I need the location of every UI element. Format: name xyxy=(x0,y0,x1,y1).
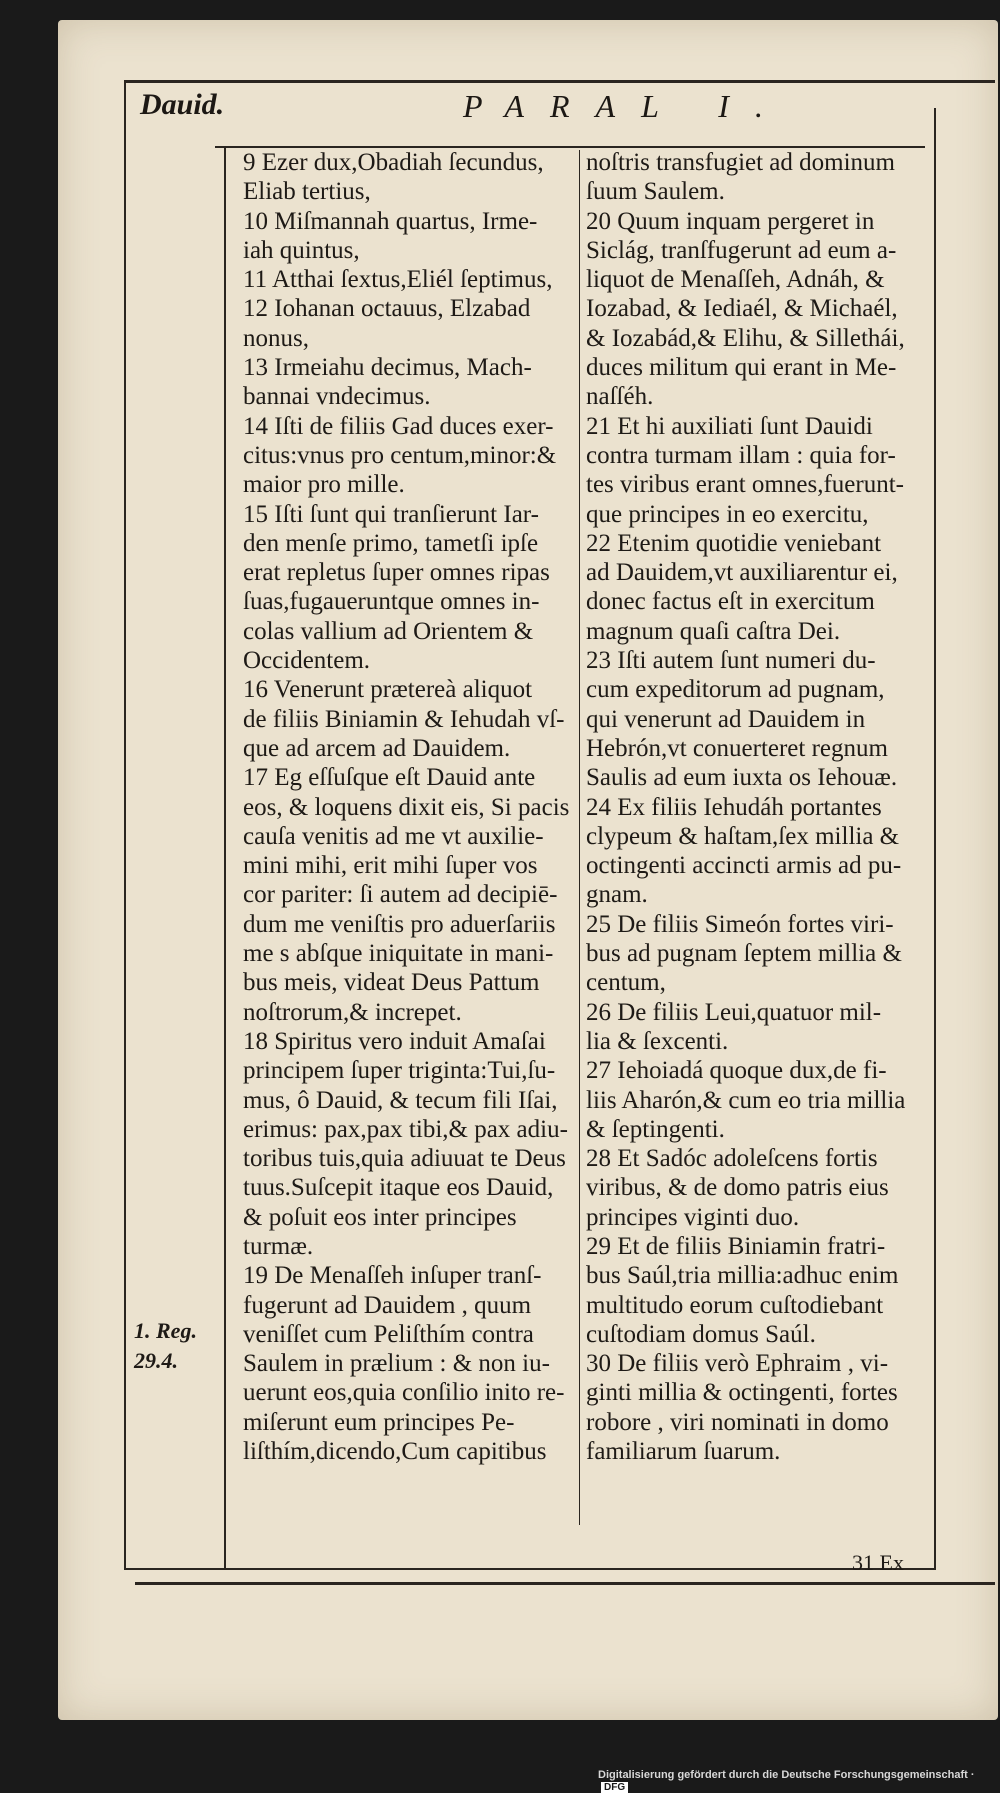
text-line: miſerunt eum principes Pe- xyxy=(243,1408,515,1436)
text-line: multitudo eorum cuſtodiebant xyxy=(586,1291,884,1319)
text-line: naſſéh. xyxy=(586,383,654,411)
text-line: principes viginti duo. xyxy=(586,1203,800,1231)
text-line: 25 De filiis Simeón fortes viri- xyxy=(586,910,894,938)
text-line: 19 De Menaſſeh inſuper tranſ- xyxy=(243,1262,542,1290)
text-line: cum expeditorum ad pugnam, xyxy=(586,676,885,704)
text-line: ad Dauidem,vt auxiliarentur ei, xyxy=(586,559,898,587)
text-line: robore , viri nominati in domo xyxy=(586,1408,889,1436)
text-line: liſthím,dicendo,Cum capitibus xyxy=(243,1438,547,1466)
text-line: 10 Miſmannah quartus, Irme- xyxy=(243,207,538,235)
text-line: & poſuit eos inter principes xyxy=(243,1203,517,1231)
text-line: cor pariter: ſi autem ad decipiē- xyxy=(243,881,558,909)
text-line: 17 Eg eſſuſque eſt Dauid ante xyxy=(243,764,536,792)
text-line: clypeum & haſtam,ſex millia & xyxy=(586,822,900,850)
text-line: qui venerunt ad Dauidem in xyxy=(586,705,866,733)
text-line: Occidentem. xyxy=(243,647,371,675)
text-line: noſtrorum,& increpet. xyxy=(243,998,462,1026)
text-line: iah quintus, xyxy=(243,236,360,264)
text-line: 21 Et hi auxiliati ſunt Dauidi xyxy=(586,412,873,440)
text-line: 18 Spiritus vero induit Amaſai xyxy=(243,1027,546,1055)
text-line: 22 Etenim quotidie veniebant xyxy=(586,529,882,557)
left-margin-rule xyxy=(124,80,126,1570)
text-line: Iozabad, & Iediaél, & Michaél, xyxy=(586,295,898,323)
text-line: cauſa venitis ad me vt auxilie- xyxy=(243,822,544,850)
text-line: ginti millia & octingenti, fortes xyxy=(586,1379,898,1407)
text-line: principem ſuper triginta:Tui,ſu- xyxy=(243,1057,556,1085)
text-line: gnam. xyxy=(586,881,648,909)
margin-reference xyxy=(134,1316,197,1376)
text-line: me s abſque iniquitate in mani- xyxy=(243,940,554,968)
digitization-credit-text: Digitalisierung gefördert durch die Deutsche Forschungsgemeinschaft · xyxy=(598,1769,975,1781)
text-line: donec factus eſt in exercitum xyxy=(586,588,875,616)
text-line: viribus, & de domo patris eius xyxy=(586,1174,889,1202)
text-line: citus:vnus pro centum,minor:& xyxy=(243,441,557,469)
text-line: colas vallium ad Orientem & xyxy=(243,617,534,645)
bottom-rule-thin xyxy=(125,1568,935,1570)
text-line: bus meis, videat Deus Pattum xyxy=(243,969,540,997)
text-line: 30 De filiis verò Ephraim , vi- xyxy=(586,1350,889,1378)
text-line: 9 Ezer dux,Obadiah ſecundus, xyxy=(243,149,544,176)
right-margin-rule xyxy=(934,108,936,1570)
text-line: Siclág, tranſfugerunt ad eum a- xyxy=(586,236,897,264)
text-line: bus ad pugnam ſeptem millia & xyxy=(586,940,902,968)
text-line: Hebrón,vt conuerteret regnum xyxy=(586,734,888,762)
dfg-logo-badge: DFG xyxy=(601,1782,628,1793)
text-line: 14 Iſti de filiis Gad duces exer- xyxy=(243,412,554,440)
text-line: 20 Quum inquam pergeret in xyxy=(586,207,875,235)
text-line: Saulis ad eum iuxta os Iehouæ. xyxy=(586,764,898,792)
bottom-rule-thick xyxy=(135,1582,995,1585)
text-line: 27 Iehoiadá quoque dux,de fi- xyxy=(586,1057,887,1085)
text-line: maior pro mille. xyxy=(243,471,405,499)
text-line: 26 De filiis Leui,quatuor mil- xyxy=(586,998,882,1026)
text-line: liis Aharón,& cum eo tria millia xyxy=(586,1086,906,1114)
text-line: lia & ſexcenti. xyxy=(586,1027,729,1055)
text-line: bannai vndecimus. xyxy=(243,383,431,411)
text-line: que principes in eo exercitu, xyxy=(586,500,869,528)
text-line: turmæ. xyxy=(243,1232,314,1260)
text-line: 28 Et Sadóc adoleſcens fortis xyxy=(586,1145,878,1173)
text-line: dum me veniſtis pro aduerſariis xyxy=(243,910,556,938)
text-line: liquot de Menaſſeh, Adnáh, & xyxy=(586,266,885,294)
right-text-column xyxy=(586,148,926,1466)
text-line: mus, ô Dauid, & tecum fili Iſai, xyxy=(243,1086,558,1114)
text-line: uerunt eos,quia conſilio inito re- xyxy=(243,1379,565,1407)
text-line: noſtris transfugiet ad dominum xyxy=(586,149,895,176)
running-head-left: Dauid. xyxy=(140,88,225,121)
text-line: 15 Iſti ſunt qui tranſierunt Iar- xyxy=(243,500,539,528)
left-text-column xyxy=(243,148,573,1466)
text-line: & ſeptingenti. xyxy=(586,1115,725,1143)
margin-reference-line-1: 1. Reg. xyxy=(134,1318,197,1343)
text-line: 11 Atthai ſextus,Eliél ſeptimus, xyxy=(243,266,553,294)
text-line: 23 Iſti autem ſunt numeri du- xyxy=(586,647,876,675)
text-line: duces militum qui erant in Me- xyxy=(586,354,897,382)
running-head-center: PARAL I. xyxy=(463,88,789,124)
text-line: veniſſet cum Peliſthím contra xyxy=(243,1320,534,1348)
text-line: que ad arcem ad Dauidem. xyxy=(243,734,511,762)
text-line: cuſtodiam domus Saúl. xyxy=(586,1320,816,1348)
text-line: toribus tuis,quia adiuuat te Deus xyxy=(243,1145,566,1173)
text-left-rule xyxy=(224,146,226,1568)
text-line: eos, & loquens dixit eis, Si pacis xyxy=(243,793,570,821)
text-line: contra turmam illam : quia for- xyxy=(586,441,896,469)
text-line: Saulem in prælium : & non iu- xyxy=(243,1350,550,1378)
top-rule xyxy=(125,80,995,83)
text-line: de filiis Biniamin & Iehudah vſ- xyxy=(243,705,565,733)
text-line: fugerunt ad Dauidem , quum xyxy=(243,1291,532,1319)
text-line: 29 Et de filiis Biniamin fratri- xyxy=(586,1232,886,1260)
digitization-credit xyxy=(598,1769,1000,1793)
text-line: 16 Venerunt prætereà aliquot xyxy=(243,676,533,704)
text-line: 13 Irmeiahu decimus, Mach- xyxy=(243,354,532,382)
text-line: erat repletus ſuper omnes ripas xyxy=(243,559,550,587)
text-line: nonus, xyxy=(243,324,309,352)
text-line: magnum quaſi caſtra Dei. xyxy=(586,617,841,645)
column-divider xyxy=(579,150,580,1525)
catchword: 31 Ex xyxy=(852,1550,904,1575)
text-line: familiarum ſuarum. xyxy=(586,1438,781,1466)
text-line: ſuas,fugaueruntque omnes in- xyxy=(243,588,540,616)
margin-reference-line-2: 29.4. xyxy=(134,1348,178,1373)
text-line: 24 Ex filiis Iehudáh portantes xyxy=(586,793,882,821)
text-line: ſuum Saulem. xyxy=(586,178,725,206)
text-line: Eliab tertius, xyxy=(243,178,371,206)
text-line: den menſe primo, tametſi ipſe xyxy=(243,529,539,557)
text-line: tuus.Suſcepit itaque eos Dauid, xyxy=(243,1174,554,1202)
text-line: erimus: pax,pax tibi,& pax adiu- xyxy=(243,1115,568,1143)
text-line: octingenti accincti armis ad pu- xyxy=(586,852,902,880)
text-line: tes viribus erant omnes,fuerunt- xyxy=(586,471,904,499)
text-line: & Iozabád,& Elihu, & Sillethái, xyxy=(586,324,905,352)
text-line: centum, xyxy=(586,969,666,997)
text-line: 12 Iohanan octauus, Elzabad xyxy=(243,295,531,323)
text-line: bus Saúl,tria millia:adhuc enim xyxy=(586,1262,899,1290)
text-line: mini mihi, erit mihi ſuper vos xyxy=(243,852,538,880)
